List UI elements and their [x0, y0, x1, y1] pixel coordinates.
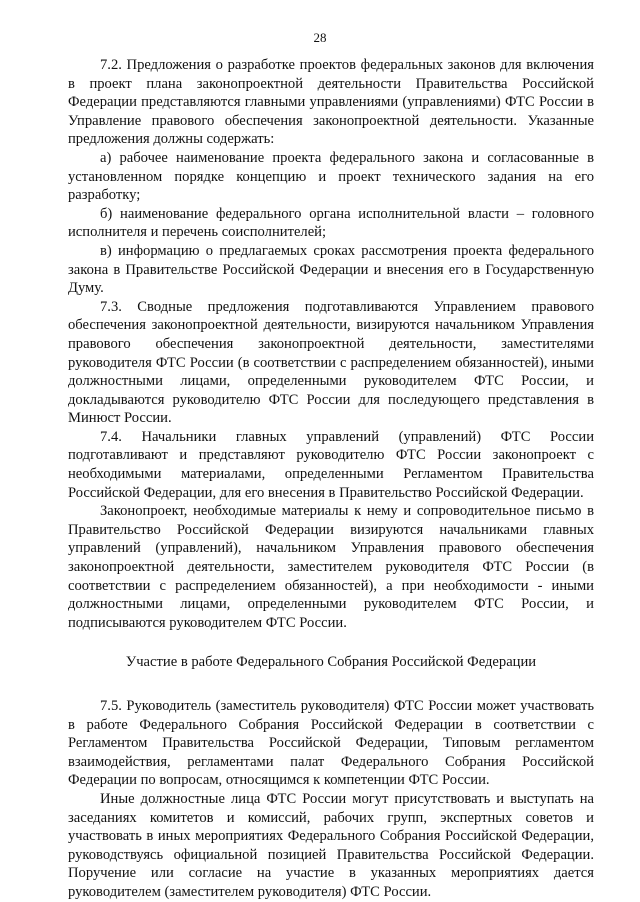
- paragraph-other-officials: Иные должностные лица ФТС России могут присутствовать и выступать на заседаниях комитетов и комиссий, рабочих групп, экспертных советов и участвовать в иных мероприятиях Федерального Собрания Российской Федерации, руководствуясь официальной позицией Правительства Российской Федерации. Поручение или согласие на участие в указанных мероприятиях дается руководителем (заместителем руководителя) ФТС России.: [68, 790, 594, 900]
- paragraph-draft-law-approval: Законопроект, необходимые материалы к нему и сопроводительное письмо в Правительство Российской Федерации визируются начальниками главных управлений (управлений), начальником Управления правового обеспечения законопроектной деятельности, заместителем руководителя ФТС России (в соответствии с распределением обязанностей), а при необходимости - иными должностными лицами, определенными руководителем ФТС России, и подписываются руководителем ФТС России.: [68, 503, 594, 631]
- paragraph-7-4: 7.4. Начальники главных управлений (управлений) ФТС России подготавливают и представляют руководителю ФТС России законопроект с необходимыми материалами, определенными Регламентом Правительства Российской Федерации, для его внесения в Правительство Российской Федерации.: [68, 428, 594, 501]
- paragraph-7-5: 7.5. Руководитель (заместитель руководителя) ФТС России может участвовать в работе Федерального Собрания Российской Федерации в соответствии с Регламентом Правительства Российской Федерации, Типовым регламентом взаимодействия, регламентами палат Федерального Собрания Российской Федерации по вопросам, относящимся к компетенции ФТС России.: [68, 698, 594, 789]
- section-heading: Участие в работе Федерального Собрания Российской Федерации: [125, 654, 537, 671]
- paragraph-7-3: 7.3. Сводные предложения подготавливаются Управлением правового обеспечения законопроектной деятельности, визируются начальником Управления правового обеспечения законопроектной деятельности, заместителями руководителя ФТС России (в соответствии с распределением обязанностей), иными должностными лицами, определенными руководителем ФТС России, и докладываются руководителю ФТС России для последующего представления в Минюст России.: [68, 298, 594, 427]
- page-number: 28: [313, 30, 327, 45]
- paragraph-item-a: а) рабочее наименование проекта федерального закона и согласованные в установленном порядке концепцию и проект технического задания на его разработку;: [68, 149, 594, 204]
- paragraph-item-b: б) наименование федерального органа исполнительной власти – головного исполнителя и перечень соисполнителей;: [68, 205, 594, 241]
- paragraph-item-v: в) информацию о предлагаемых сроках рассмотрения проекта федерального закона в Правительстве Российской Федерации и внесения его в Государственную Думу.: [68, 242, 594, 297]
- paragraph-7-2: 7.2. Предложения о разработке проектов федеральных законов для включения в проект плана законопроектной деятельности Правительства Российской Федерации представляются главными управлениями (управлениями) ФТС России в Управление правового обеспечения законопроектной деятельности. Указанные предложения должны содержать:: [68, 57, 594, 148]
- document-body: [68, 56, 594, 902]
